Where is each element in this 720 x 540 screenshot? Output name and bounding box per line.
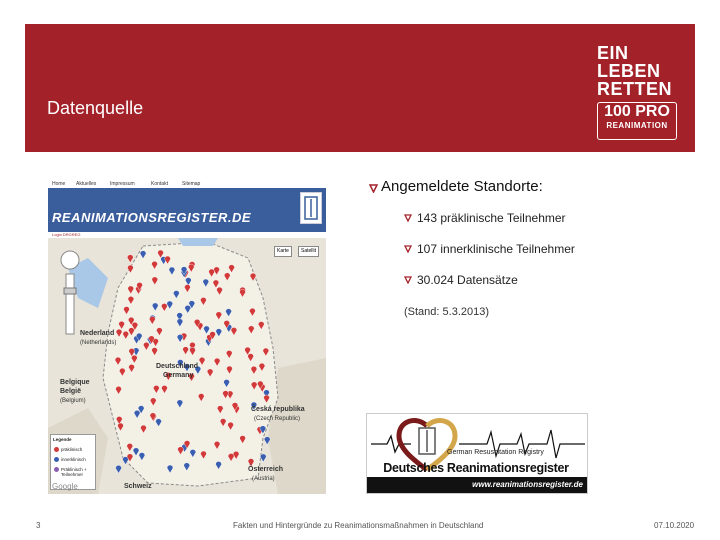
badge-url-bar <box>367 477 587 493</box>
logo-box-big: 100 PRO <box>604 103 670 120</box>
logo-line-2: RETTEN <box>597 79 672 99</box>
registry-nav <box>48 180 326 188</box>
nav-item: Impressum <box>110 181 135 187</box>
slide-title: Datenquelle <box>47 98 144 118</box>
map-type-karte[interactable]: Karte <box>274 246 292 257</box>
triangle-bullet-icon <box>404 245 412 253</box>
page-number: 3 <box>36 521 41 530</box>
stat-item-praeklinisch: 143 präklinische Teilnehmer <box>417 211 566 225</box>
blue-marker-icon <box>54 457 59 462</box>
header-banner <box>25 24 695 152</box>
map-label-belgique: Belgique <box>60 379 90 386</box>
nav-item: Home <box>52 181 66 187</box>
legend-item: Präklinisch + Teilnehmer <box>61 467 93 477</box>
map-label-netherlands: (Netherlands) <box>80 340 117 346</box>
legend-title: Legende <box>53 437 72 442</box>
nav-item: Sitemap <box>182 181 201 187</box>
stat-item-innerklinisch: 107 innerklinische Teilnehmer <box>417 242 575 256</box>
footer-center-text: Fakten und Hintergründe zu Reanimationsmaßnahmen in Deutschland <box>233 521 484 530</box>
registry-header <box>48 188 326 232</box>
registry-site-title: REANIMATIONSREGISTER.DE <box>52 210 252 225</box>
logo-line-1: EIN LEBEN <box>597 43 661 81</box>
stat-item-datensaetze: 30.024 Datensätze <box>417 273 518 287</box>
triangle-bullet-icon <box>369 184 378 193</box>
stats-heading: Angemeldete Standorte: <box>381 178 543 195</box>
logo-box <box>597 102 677 140</box>
registry-website-screenshot <box>48 180 326 494</box>
registry-badge <box>366 413 588 494</box>
map-label-belgium: (Belgium) <box>60 398 86 404</box>
map-label-belgie: België <box>60 388 82 395</box>
map-label-deutschland: Deutschland <box>156 363 199 370</box>
badge-english-name: German Resuscitation Registry <box>447 449 544 456</box>
registry-emblem-icon <box>300 192 322 224</box>
footer-date: 07.10.2020 <box>654 521 695 530</box>
map-label-schweiz: Schweiz <box>124 483 152 490</box>
badge-url: www.reanimationsregister.de <box>472 480 583 489</box>
map-label-germany: Germany <box>163 372 194 379</box>
map-label-oesterreich: Österreich <box>248 466 284 473</box>
legend-item: präklinisch <box>61 447 82 452</box>
purple-marker-icon <box>54 467 59 472</box>
google-watermark: Google <box>52 482 78 491</box>
map-label-cesko: Česká republika <box>251 406 305 413</box>
campaign-logo <box>597 44 679 140</box>
login-text: Login DRGREG <box>52 232 81 237</box>
map-label-nederland: Nederland <box>80 330 115 337</box>
nav-item: Kontakt <box>151 181 168 187</box>
triangle-bullet-icon <box>404 214 412 222</box>
map-label-czech: (Czech Republic) <box>254 416 301 422</box>
logo-box-small: REANIMATION <box>606 121 668 130</box>
map-type-satellit[interactable]: Satellit <box>298 246 319 257</box>
badge-german-name: Deutsches Reanimationsregister <box>383 461 569 475</box>
legend-item: innerklinisch <box>61 457 86 462</box>
triangle-bullet-icon <box>404 276 412 284</box>
nav-item: Aktuelles <box>76 181 97 187</box>
red-marker-icon <box>54 447 59 452</box>
stats-date-note: (Stand: 5.3.2013) <box>404 306 490 318</box>
map-label-austria: (Austria) <box>252 476 275 482</box>
